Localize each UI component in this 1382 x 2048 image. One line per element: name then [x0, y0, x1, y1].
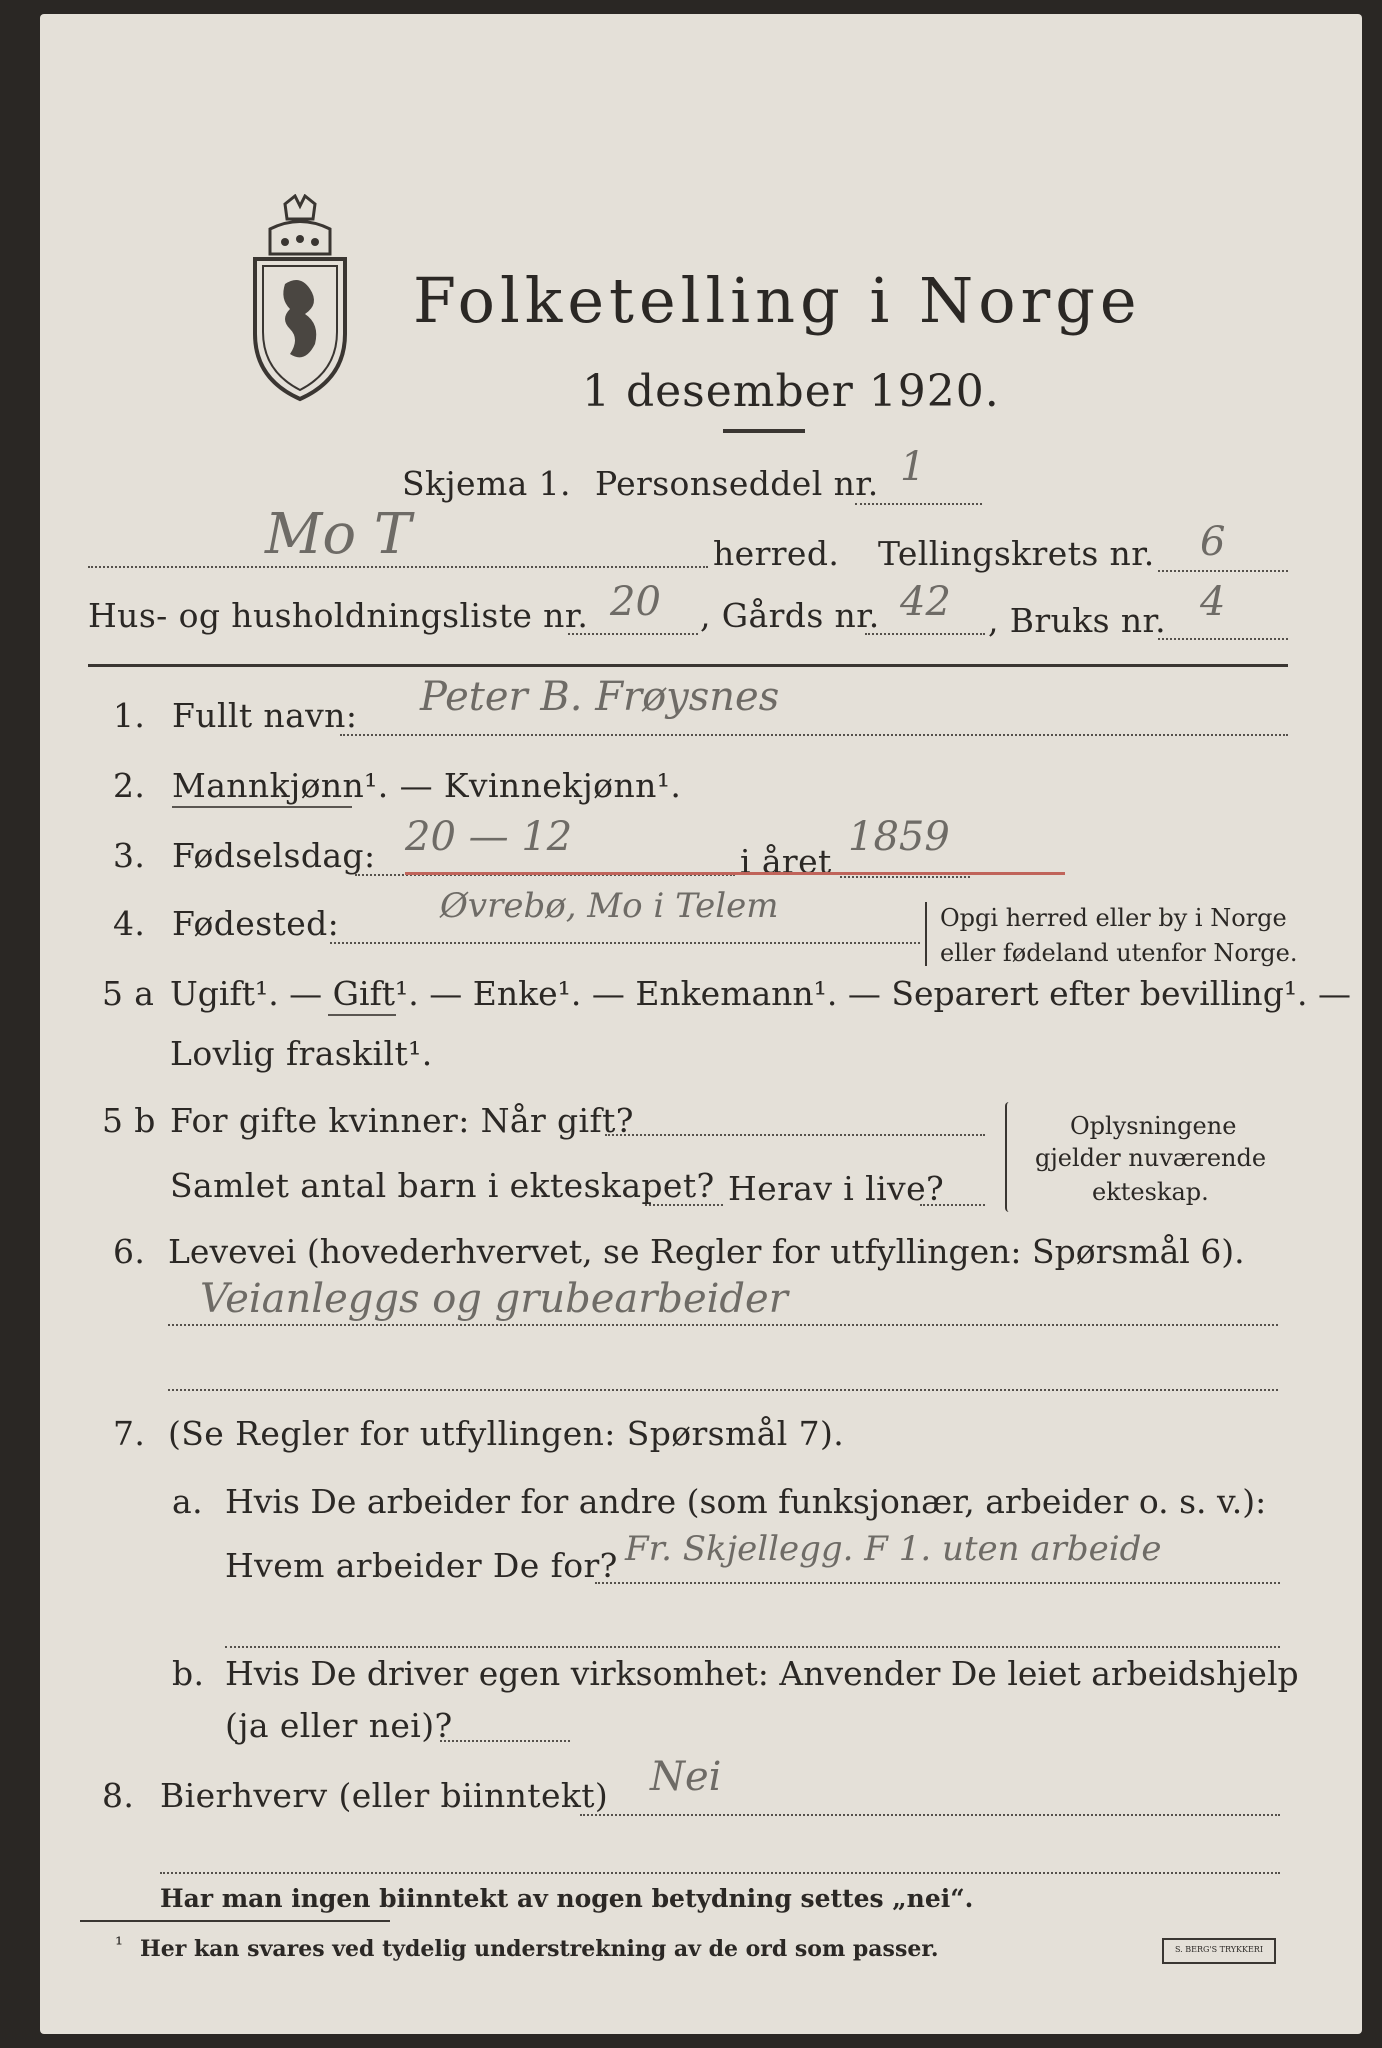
husliste-label: Hus- og husholdningsliste nr.: [88, 596, 589, 635]
herred-field-line: [88, 566, 708, 568]
q3-year-value[interactable]: 1859: [848, 814, 950, 860]
q7-number: 7.: [113, 1414, 146, 1453]
q7b-field-line: [440, 1740, 570, 1742]
q7b-line2: (ja eller nei)?: [225, 1706, 453, 1745]
herred-label: herred.: [713, 534, 840, 573]
footnote-mark: ¹: [115, 1932, 124, 1956]
coat-of-arms-icon: [245, 194, 355, 404]
tellingskrets-value[interactable]: 6: [1200, 519, 1226, 565]
q4-field-line: [330, 942, 920, 944]
q5b-line2b: Herav i live?: [728, 1169, 945, 1208]
q7a-line1: Hvis De arbeider for andre (som funksjonær, arbeider o. s. v.):: [225, 1482, 1267, 1521]
skjema-label: Skjema 1.: [402, 464, 571, 503]
census-form-sheet: [40, 14, 1362, 2034]
q8-field-line2: [160, 1872, 1280, 1874]
q4-number: 4.: [113, 904, 146, 943]
form-title: Folketelling i Norge: [413, 264, 1142, 337]
q5b-nar-gift-field-line: [605, 1134, 985, 1136]
q5b-note1: Oplysningene: [1070, 1112, 1237, 1140]
q7b-line1: Hvis De driver egen virksomhet: Anvender De leiet arbeidshjelp: [225, 1654, 1299, 1693]
q7-label: (Se Regler for utfyllingen: Spørsmål 7).: [168, 1414, 845, 1453]
bruks-value[interactable]: 4: [1200, 579, 1226, 625]
personseddel-field-line: [855, 503, 982, 505]
bruks-field-line: [1158, 638, 1288, 640]
q8-number: 8.: [102, 1776, 135, 1815]
bruks-label: , Bruks nr.: [988, 601, 1166, 640]
q6-field-line2: [168, 1389, 1278, 1391]
q1-value[interactable]: Peter B. Frøysnes: [420, 674, 780, 720]
q5a-number: 5 a: [102, 974, 155, 1013]
q6-value[interactable]: Veianleggs og grubearbeider: [200, 1276, 788, 1322]
herred-value[interactable]: Mo T: [265, 502, 412, 567]
q5a-gift-underline: [328, 1014, 396, 1016]
footnote-divider: [80, 1920, 390, 1922]
q6-number: 6.: [113, 1232, 146, 1271]
title-divider: [723, 429, 805, 433]
husliste-value[interactable]: 20: [610, 579, 661, 625]
q3-year-field-line: [840, 876, 970, 878]
q8-label: Bierhverv (eller biinntekt): [160, 1776, 609, 1815]
q5b-barn-field-line: [645, 1204, 723, 1206]
q5b-number: 5 b: [102, 1101, 156, 1140]
husliste-field-line: [568, 633, 698, 635]
q4-note-line2: eller fødeland utenfor Norge.: [940, 939, 1298, 967]
q4-note-line1: Opgi herred eller by i Norge: [940, 904, 1287, 932]
q4-value[interactable]: Øvrebø, Mo i Telem: [440, 886, 779, 926]
q1-field-line: [340, 734, 1288, 736]
red-strike-line: [405, 872, 1065, 875]
q7a-line2: Hvem arbeider De for?: [225, 1546, 618, 1585]
q7a-field-line2: [225, 1646, 1280, 1648]
q5a-line1: Ugift¹. — Gift¹. — Enke¹. — Enkemann¹. — Separert efter bevilling¹. —: [170, 974, 1352, 1013]
q4-bracket: [925, 902, 935, 966]
census-date: 1 desember 1920.: [582, 366, 1000, 417]
q5b-note3: ekteskap.: [1092, 1178, 1209, 1206]
footer-note: Har man ingen biinntekt av nogen betydning settes „nei“.: [160, 1884, 974, 1913]
q7a-number: a.: [172, 1482, 203, 1521]
q5b-note2: gjelder nuværende: [1035, 1144, 1267, 1172]
q2-underline: [172, 806, 352, 808]
gards-field-line: [865, 633, 985, 635]
q5b-live-field-line: [920, 1204, 985, 1206]
q5b-line1: For gifte kvinner: Når gift?: [170, 1101, 634, 1140]
q3-year-label: i året: [740, 842, 832, 881]
header-divider: [88, 664, 1288, 667]
q6-field-line1: [168, 1324, 1278, 1326]
q2-number: 2.: [113, 766, 146, 805]
printer-stamp-text: S. BERG'S TRYKKERI: [1174, 1945, 1263, 1954]
q7a-value[interactable]: Fr. Skjellegg. F 1. uten arbeide: [625, 1529, 1162, 1569]
gards-label: , Gårds nr.: [700, 596, 880, 635]
q5b-bracket: [1005, 1102, 1015, 1212]
q5a-line2: Lovlig fraskilt¹.: [170, 1034, 433, 1073]
q5b-line2a: Samlet antal barn i ekteskapet?: [170, 1166, 715, 1205]
q2-text: Mannkjønn¹. — Kvinnekjønn¹.: [172, 766, 682, 805]
tellingskrets-field-line: [1158, 570, 1288, 572]
q6-label: Levevei (hovederhvervet, se Regler for utfyllingen: Spørsmål 6).: [168, 1232, 1245, 1271]
q7b-number: b.: [172, 1654, 205, 1693]
printer-stamp: [1162, 1938, 1276, 1964]
q1-label: Fullt navn:: [172, 696, 358, 735]
q3-label: Fødselsdag:: [172, 836, 376, 875]
gards-value[interactable]: 42: [900, 579, 951, 625]
personseddel-label: Personseddel nr.: [595, 464, 879, 503]
q4-label: Fødested:: [172, 904, 340, 943]
personseddel-value[interactable]: 1: [900, 444, 926, 490]
q8-value[interactable]: Nei: [650, 1754, 722, 1800]
tellingskrets-label: Tellingskrets nr.: [878, 534, 1155, 573]
q3-value[interactable]: 20 — 12: [405, 814, 573, 860]
q7a-field-line: [595, 1582, 1280, 1584]
footnote-text: Her kan svares ved tydelig understrekning av de ord som passer.: [140, 1936, 939, 1962]
q8-field-line: [580, 1814, 1280, 1816]
q3-number: 3.: [113, 836, 146, 875]
q1-number: 1.: [113, 696, 146, 735]
